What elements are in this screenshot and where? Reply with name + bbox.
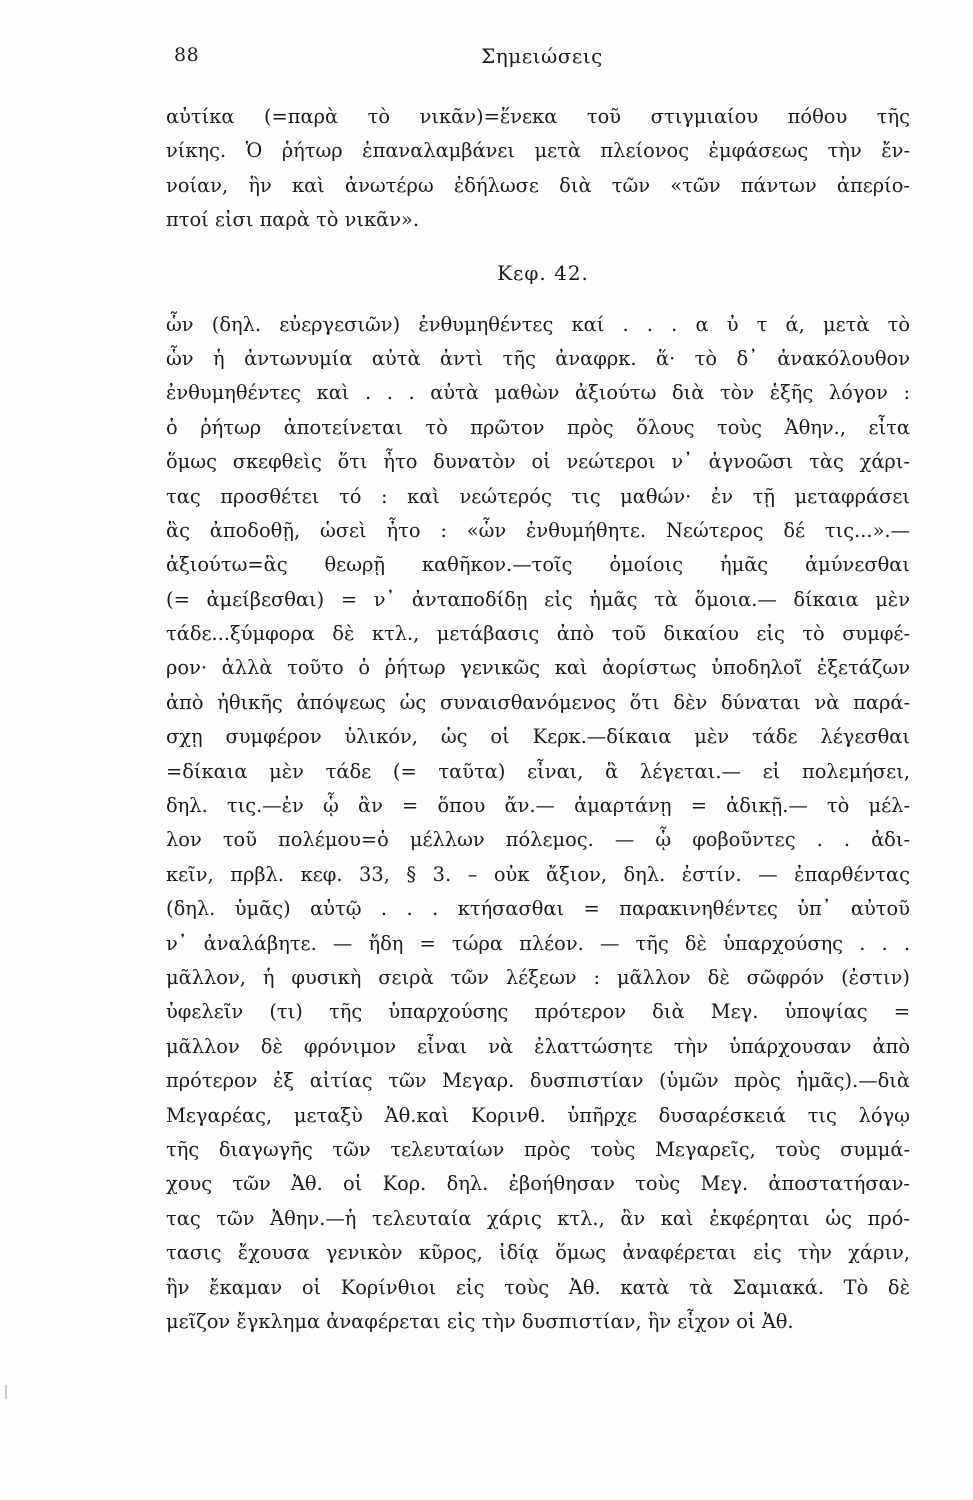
text-line: ὅμως σκεφθεὶς ὅτι ἦτο δυνατὸν οἱ νεώτεροι ν᾿ ἀγνοῶσι τὰς χάρι- — [166, 450, 910, 474]
text-line: ἣν ἔκαμαν οἱ Κορίνθιοι εἰς τοὺς Ἀθ. κατὰ τὰ Σαμιακά. Τὸ δὲ — [166, 1275, 910, 1299]
text-line: ἃς ἀποδοθῇ, ὡσεὶ ἦτο : «ὧν ἐνθυμήθητε. Νεώτερος δέ τις...».— — [166, 518, 910, 542]
text-line: τας προσθέτει τό : καὶ νεώτερός τις μαθών· ἐν τῇ μεταφράσει — [166, 484, 910, 508]
body-text — [166, 100, 910, 1339]
text-line: νίκης. Ὁ ῥήτωρ ἐπαναλαμβάνει μετὰ πλείονος ἐμφάσεως τὴν ἔν- — [166, 139, 910, 163]
text-line: τασις ἔχουσα γενικὸν κῦρος, ἰδίᾳ ὅμως ἀναφέρεται εἰς τὴν χάριν, — [166, 1241, 910, 1265]
margin-mark — [5, 1385, 7, 1399]
text-line: ὧν (δηλ. εὐεργεσιῶν) ἐνθυμηθέντες καί . . . α ὐ τ ά, μετὰ τὸ — [166, 312, 910, 336]
text-line: μᾶλλον, ἡ φυσικὴ σειρὰ τῶν λέξεων : μᾶλλον δὲ σῶφρόν (ἐστιν) — [166, 965, 910, 989]
text-line: τάδε...ξύμφορα δὲ κτλ., μετάβασις ἀπὸ τοῦ δικαίου εἰς τὸ συμφέ- — [166, 622, 910, 646]
page-header — [174, 44, 910, 74]
text-line: πτοί εἰσι παρὰ τὸ νικᾶν». — [166, 208, 420, 232]
paragraph-2 — [166, 308, 910, 1340]
text-line: ν᾿ ἀναλάβητε. — ἤδη = τώρα πλέον. — τῆς δὲ ὑπαρχούσης . . . — [166, 931, 910, 955]
running-title: Σημειώσεις — [481, 44, 603, 68]
paragraph-1 — [166, 100, 910, 238]
text-line: σχῃ συμφέρον ὑλικόν, ὡς οἱ Κερκ.—δίκαια μὲν τάδε λέγεσθαι — [166, 725, 910, 749]
text-line: ἀπὸ ἠθικῆς ἀπόψεως ὡς συναισθανόμενος ὅτι δὲν δύναται νὰ παρά- — [166, 690, 910, 714]
text-line: (= ἀμείβεσθαι) = ν᾿ ἀνταποδίδῃ εἰς ἡμᾶς τὰ ὅμοια.— δίκαια μὲν — [166, 587, 910, 611]
text-line: κεῖν, πρβλ. κεφ. 33, § 3. – οὐκ ἄξιον, δηλ. ἐστίν. — ἐπαρθέντας — [166, 862, 910, 886]
text-line: ἐνθυμηθέντες καὶ . . . αὐτὰ μαθὼν ἀξιούτω διὰ τὸν ἑξῆς λόγον : — [166, 381, 910, 405]
text-line: Μεγαρέας, μεταξὺ Ἀθ.καὶ Κορινθ. ὑπῆρχε δυσαρέσκειά τις λόγῳ — [166, 1103, 910, 1127]
text-line: αὐτίκα (=παρὰ τὸ νικᾶν)=ἕνεκα τοῦ στιγμιαίου πόθου τῆς — [166, 105, 910, 128]
text-line: τας τῶν Ἀθην.—ἡ τελευταία χάρις κτλ., ἂν καὶ ἐκφέρηται ὡς πρό- — [166, 1206, 910, 1230]
text-line: πρότερον ἐξ αἰτίας τῶν Μεγαρ. δυσπιστίαν (ὑμῶν πρὸς ἡμᾶς).—διὰ — [166, 1069, 910, 1093]
section-heading: Κεφ. 42. — [497, 260, 589, 285]
text-line: ὧν ἡ ἀντωνυμία αὐτὰ ἀντὶ τῆς ἀναφρκ. ἅ· τὸ δ᾿ ἀνακόλουθον — [166, 346, 910, 370]
text-line: λον τοῦ πολέμου=ὁ μέλλων πόλεμος. — ᾧ φοβοῦντες . . ἀδι- — [166, 828, 910, 852]
text-line: μεῖζον ἔγκλημα ἀναφέρεται εἰς τὴν δυσπιστίαν, ἣν εἶχον οἱ Ἀθ. — [166, 1309, 794, 1333]
text-line: τῆς διαγωγῆς τῶν τελευταίων πρὸς τοὺς Μεγαρεῖς, τοὺς συμμά- — [166, 1137, 910, 1161]
text-line: ὁ ῥήτωρ ἀποτείνεται τὸ πρῶτον πρὸς ὅλους τοὺς Ἀθην., εἶτα — [166, 415, 910, 439]
text-line: δηλ. τις.—ἐν ᾧ ἂν = ὅπου ἄν.— ἁμαρτάνῃ = ἀδικῇ.— τὸ μέλ- — [166, 794, 910, 818]
text-line: νοίαν, ἣν καὶ ἀνωτέρω ἐδήλωσε διὰ τῶν «τῶν πάντων ἀπερίο- — [166, 173, 910, 197]
text-line: μᾶλλον δὲ φρόνιμον εἶναι νὰ ἐλαττώσητε τὴν ὑπάρχουσαν ἀπὸ — [166, 1034, 910, 1058]
text-line: =δίκαια μὲν τάδε (= ταῦτα) εἶναι, ἃ λέγεται.— εἰ πολεμήσει, — [166, 759, 910, 783]
text-line: ἀξιούτω=ἃς θεωρῇ καθῆκον.—τοῖς ὁμοίοις ἡμᾶς ἀμύνεσθαι — [166, 553, 910, 577]
text-line: ρον· ἀλλὰ τοῦτο ὁ ῥήτωρ γενικῶς καὶ ἀορίστως ὑποδηλοῖ ἐξετάζων — [166, 656, 910, 680]
text-line: ὑφελεῖν (τι) τῆς ὑπαρχούσης πρότερον διὰ Μεγ. ὑποψίας = — [166, 1000, 910, 1024]
text-line: χους τῶν Ἀθ. οἱ Κορ. δηλ. ἐβοήθησαν τοὺς Μεγ. ἀποστατήσαν- — [166, 1172, 910, 1196]
text-line: (δηλ. ὑμᾶς) αὐτῷ . . . κτήσασθαι = παρακινηθέντες ὑπ᾿ αὐτοῦ — [166, 897, 910, 921]
page-number: 88 — [174, 44, 200, 66]
